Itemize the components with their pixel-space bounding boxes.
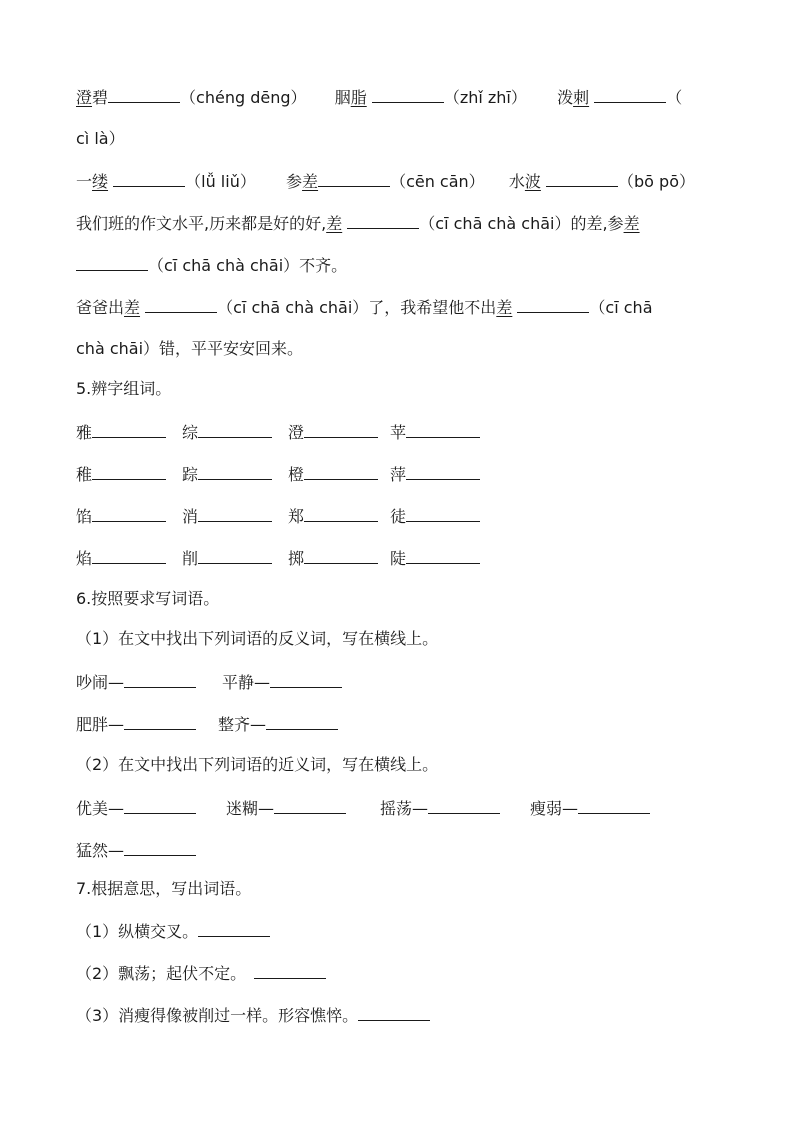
answer-blank[interactable] bbox=[92, 547, 166, 564]
word-underlined: 澄 bbox=[76, 88, 93, 107]
answer-blank[interactable] bbox=[92, 505, 166, 522]
answer-blank[interactable] bbox=[304, 505, 378, 522]
q4-sentence2: 爸爸出差 （cī chā chà chāi）了，我希望他不出差 （cī chā bbox=[76, 298, 653, 317]
answer-blank[interactable] bbox=[198, 547, 272, 564]
answer-blank[interactable] bbox=[406, 463, 480, 480]
answer-blank[interactable] bbox=[198, 421, 272, 438]
q4-row1-cont: cì là） bbox=[76, 129, 125, 148]
answer-blank[interactable] bbox=[304, 463, 378, 480]
q6-title: 6.按照要求写词语。 bbox=[76, 589, 220, 608]
answer-blank[interactable] bbox=[124, 713, 196, 730]
q7-item: （2）飘荡；起伏不定。 bbox=[76, 962, 326, 985]
answer-blank[interactable] bbox=[578, 797, 650, 814]
answer-blank[interactable] bbox=[198, 920, 270, 937]
answer-blank[interactable] bbox=[124, 839, 196, 856]
q7-item: （1）纵横交叉。 bbox=[76, 920, 270, 943]
answer-blank[interactable] bbox=[274, 797, 346, 814]
answer-blank[interactable] bbox=[304, 547, 378, 564]
answer-blank[interactable] bbox=[406, 547, 480, 564]
answer-blank[interactable] bbox=[124, 797, 196, 814]
answer-blank[interactable] bbox=[406, 505, 480, 522]
answer-blank[interactable] bbox=[406, 421, 480, 438]
q4-sentence2-cont: chà chāi）错，平平安安回来。 bbox=[76, 339, 304, 358]
answer-blank[interactable] bbox=[318, 170, 390, 187]
answer-blank[interactable] bbox=[145, 296, 217, 313]
answer-blank[interactable] bbox=[92, 421, 166, 438]
q4-sentence1: 我们班的作文水平,历来都是好的好,差 （cī chā chà chāi）的差,参差 bbox=[76, 214, 640, 233]
answer-blank[interactable] bbox=[108, 86, 180, 103]
q4-row1: 澄碧 （chéng dēng） 胭脂 （zhǐ zhī） 泼刺 （ bbox=[76, 88, 683, 107]
q4-row2: 一缕 （lǚ liǔ） 参差 （cēn cān） 水波 （bō pō） bbox=[76, 172, 695, 191]
answer-blank[interactable] bbox=[198, 505, 272, 522]
answer-blank[interactable] bbox=[372, 86, 444, 103]
answer-blank[interactable] bbox=[198, 463, 272, 480]
answer-blank[interactable] bbox=[304, 421, 378, 438]
q4-sentence1-cont: （cī chā chà chāi）不齐。 bbox=[76, 254, 347, 277]
answer-blank[interactable] bbox=[517, 296, 589, 313]
q6-sub2: （2）在文中找出下列词语的近义词，写在横线上。 bbox=[76, 755, 439, 774]
answer-blank[interactable] bbox=[113, 170, 185, 187]
q7-title: 7.根据意思，写出词语。 bbox=[76, 879, 252, 898]
answer-blank[interactable] bbox=[270, 671, 342, 688]
answer-blank[interactable] bbox=[76, 254, 148, 271]
answer-blank[interactable] bbox=[92, 463, 166, 480]
answer-blank[interactable] bbox=[358, 1004, 430, 1021]
q5-title: 5.辨字组词。 bbox=[76, 379, 172, 398]
answer-blank[interactable] bbox=[254, 962, 326, 979]
q6-sub1: （1）在文中找出下列词语的反义词，写在横线上。 bbox=[76, 629, 439, 648]
answer-blank[interactable] bbox=[428, 797, 500, 814]
answer-blank[interactable] bbox=[594, 86, 666, 103]
q7-item: （3）消瘦得像被削过一样。形容憔悴。 bbox=[76, 1004, 430, 1027]
answer-blank[interactable] bbox=[124, 671, 196, 688]
answer-blank[interactable] bbox=[266, 713, 338, 730]
answer-blank[interactable] bbox=[347, 212, 419, 229]
answer-blank[interactable] bbox=[546, 170, 618, 187]
